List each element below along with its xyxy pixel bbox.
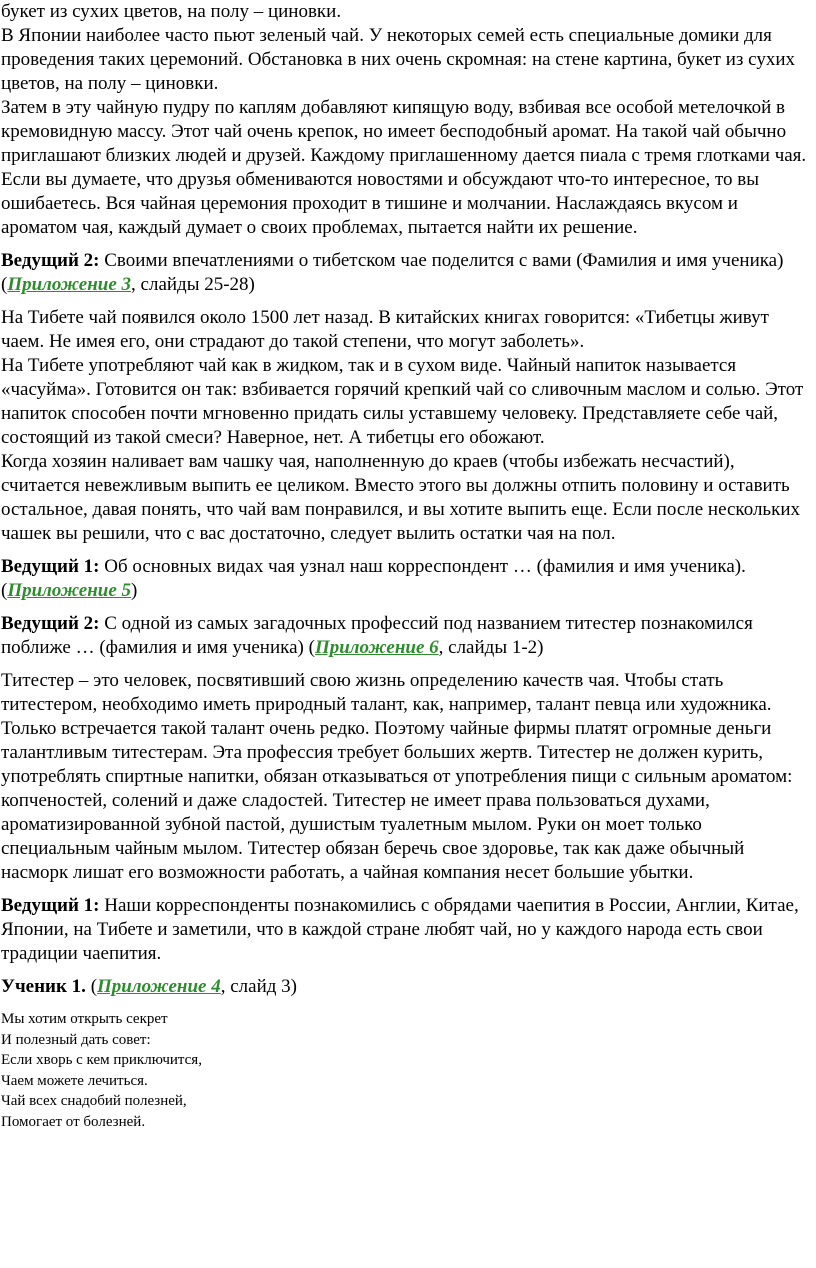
poem-line: Чаем можете лечиться.	[1, 1072, 148, 1089]
speaker-text: Наши корреспонденты познакомились с обрядами чаепития в России, Англии, Китае, Японии, на Тибете и заметили, что в каждой стране любят чай, но у каждого народа есть свои традиции чаепития.	[1, 895, 799, 964]
paragraph: Если вы думаете, что друзья обмениваются новостями и обсуждают что-то интересное, то вы ошибаетесь. Вся чайная церемония проходит в тишине и молчании. Наслаждаясь вкусом и ароматом чая, каждый думает о своих проблемах, пытается найти их решение.	[1, 169, 760, 238]
speaker-text: Своими впечатлениями о тибетском чае поделится с вами (Фамилия и имя ученика) (	[1, 250, 784, 295]
paragraph: Затем в эту чайную пудру по каплям добавляют кипящую воду, взбивая все особой метелочкой в кремовидную массу. Этот чай очень крепок, но имеет бесподобный аромат. На такой чай обычно приглашают близких людей и друзей. Каждому приглашенному дается пиала с тремя глотками чая.	[1, 97, 807, 166]
paragraph: На Тибете употребляют чай как в жидком, так и в сухом виде. Чайный напиток называется «часуйма». Готовится он так: взбивается горячий крепкий чай со сливочным маслом и солью. Этот напиток способен почти мгновенно придать силы уставшему человеку. Представляете себе чай, состоящий из такой смеси? Наверное, нет. А тибетцы его обожают.	[1, 355, 804, 448]
poem-line: Если хворь с кем приключится,	[1, 1052, 202, 1068]
paragraph: букет из сухих цветов, на полу – циновки.	[1, 1, 342, 22]
paragraph: В Японии наиболее часто пьют зеленый чай. У некоторых семей есть специальные домики для проведения таких церемоний. Обстановка в них очень скромная: на стене картина, букет из сухих цветов, на полу – циновки.	[1, 25, 795, 94]
speaker-text-tail: , слайды 25-28)	[131, 274, 255, 295]
speaker-label: Ведущий 1:	[1, 556, 100, 577]
poem-line: Чай всех снадобий полезней,	[1, 1093, 187, 1109]
speaker-label: Ученик 1.	[1, 976, 86, 997]
speaker-line	[1, 612, 810, 660]
appendix-4-link[interactable]: Приложение 4	[97, 976, 221, 997]
poem	[1, 1009, 810, 1132]
speaker-text: С одной из самых загадочных профессий под названием титестер познакомился поближе … (фамилия и имя ученика) (	[1, 613, 753, 658]
speaker-line	[1, 249, 810, 297]
speaker-line	[1, 975, 810, 999]
poem-line: Мы хотим открыть секрет	[1, 1011, 168, 1027]
appendix-3-link[interactable]: Приложение 3	[7, 274, 132, 295]
speaker-line	[1, 894, 810, 966]
speaker-line	[1, 555, 810, 603]
appendix-5-link[interactable]: Приложение 5	[7, 580, 132, 601]
poem-line: Помогает от болезней.	[1, 1113, 146, 1130]
paragraph: Когда хозяин наливает вам чашку чая, наполненную до краев (чтобы избежать несчастий), считается невежливым выпить ее целиком. Вместо этого вы должны отпить половину и оставить остальное, давая понять, что чай вам понравился, и вы хотите выпить еще. Если после нескольких чашек вы решили, что с вас достаточно, следует вылить остатки чая на пол.	[1, 451, 800, 544]
speaker-label: Ведущий 1:	[1, 895, 100, 916]
speaker-text-tail: , слайд 3)	[220, 976, 297, 997]
speaker-text: (	[85, 976, 98, 997]
paragraph: На Тибете чай появился около 1500 лет назад. В китайских книгах говорится: «Тибетцы живут чаем. Не имея его, они страдают до такой степени, что могут заболеть».	[1, 307, 769, 352]
speaker-text: Об основных видах чая узнал наш корреспондент … (фамилия и имя ученика). (	[1, 556, 746, 601]
speaker-label: Ведущий 2:	[1, 613, 100, 634]
poem-line: И полезный дать совет:	[1, 1031, 151, 1048]
speaker-text-tail: )	[131, 580, 138, 601]
speaker-text-tail: , слайды 1-2)	[438, 637, 544, 658]
appendix-6-link[interactable]: Приложение 6	[314, 637, 439, 658]
speaker-label: Ведущий 2:	[1, 250, 100, 271]
paragraph: Титестер – это человек, посвятивший свою жизнь определению качеств чая. Чтобы стать титестером, необходимо иметь природный талант, как, например, талант певца или художника. Только встречается такой талант очень редко. Поэтому чайные фирмы платят огромные деньги талантливым титестерам. Эта профессия требует больших жертв. Титестер не должен курить, употреблять спиртные напитки, обязан отказываться от употребления пищи с сильным ароматом: копченостей, солений и даже сладостей. Титестер не имеет права пользоваться духами, ароматизированной зубной пастой, душистым туалетным мылом. Руки он моет только специальным чайным мылом. Титестер обязан беречь свое здоровье, так как даже обычный насморк лишат его возможности работать, а чайная компания несет большие убытки.	[1, 670, 793, 883]
